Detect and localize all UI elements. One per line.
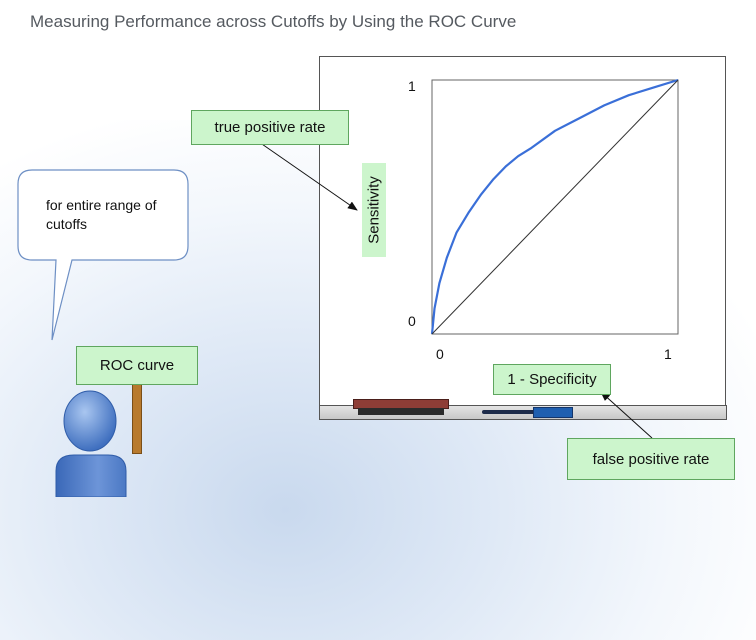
x-tick-label-max: 1 [664, 346, 672, 362]
roc-curve-sign: ROC curve [76, 346, 198, 385]
x-tick-label-min: 0 [436, 346, 444, 362]
y-tick-label-min: 0 [408, 313, 416, 329]
x-axis-label: 1 - Specificity [493, 364, 611, 395]
fpr-arrow [601, 392, 652, 438]
true-positive-rate-callout: true positive rate [191, 110, 349, 145]
tpr-arrow [259, 142, 357, 210]
false-positive-rate-callout: false positive rate [567, 438, 735, 480]
page-title: Measuring Performance across Cutoffs by Using the ROC Curve [30, 12, 517, 31]
y-axis-label-box [362, 163, 386, 257]
speech-bubble-text: for entire range of cutoffs [46, 197, 157, 232]
sign-pole [132, 382, 142, 454]
y-tick-label-max: 1 [408, 78, 416, 94]
y-axis-label: Sensitivity [365, 176, 383, 244]
